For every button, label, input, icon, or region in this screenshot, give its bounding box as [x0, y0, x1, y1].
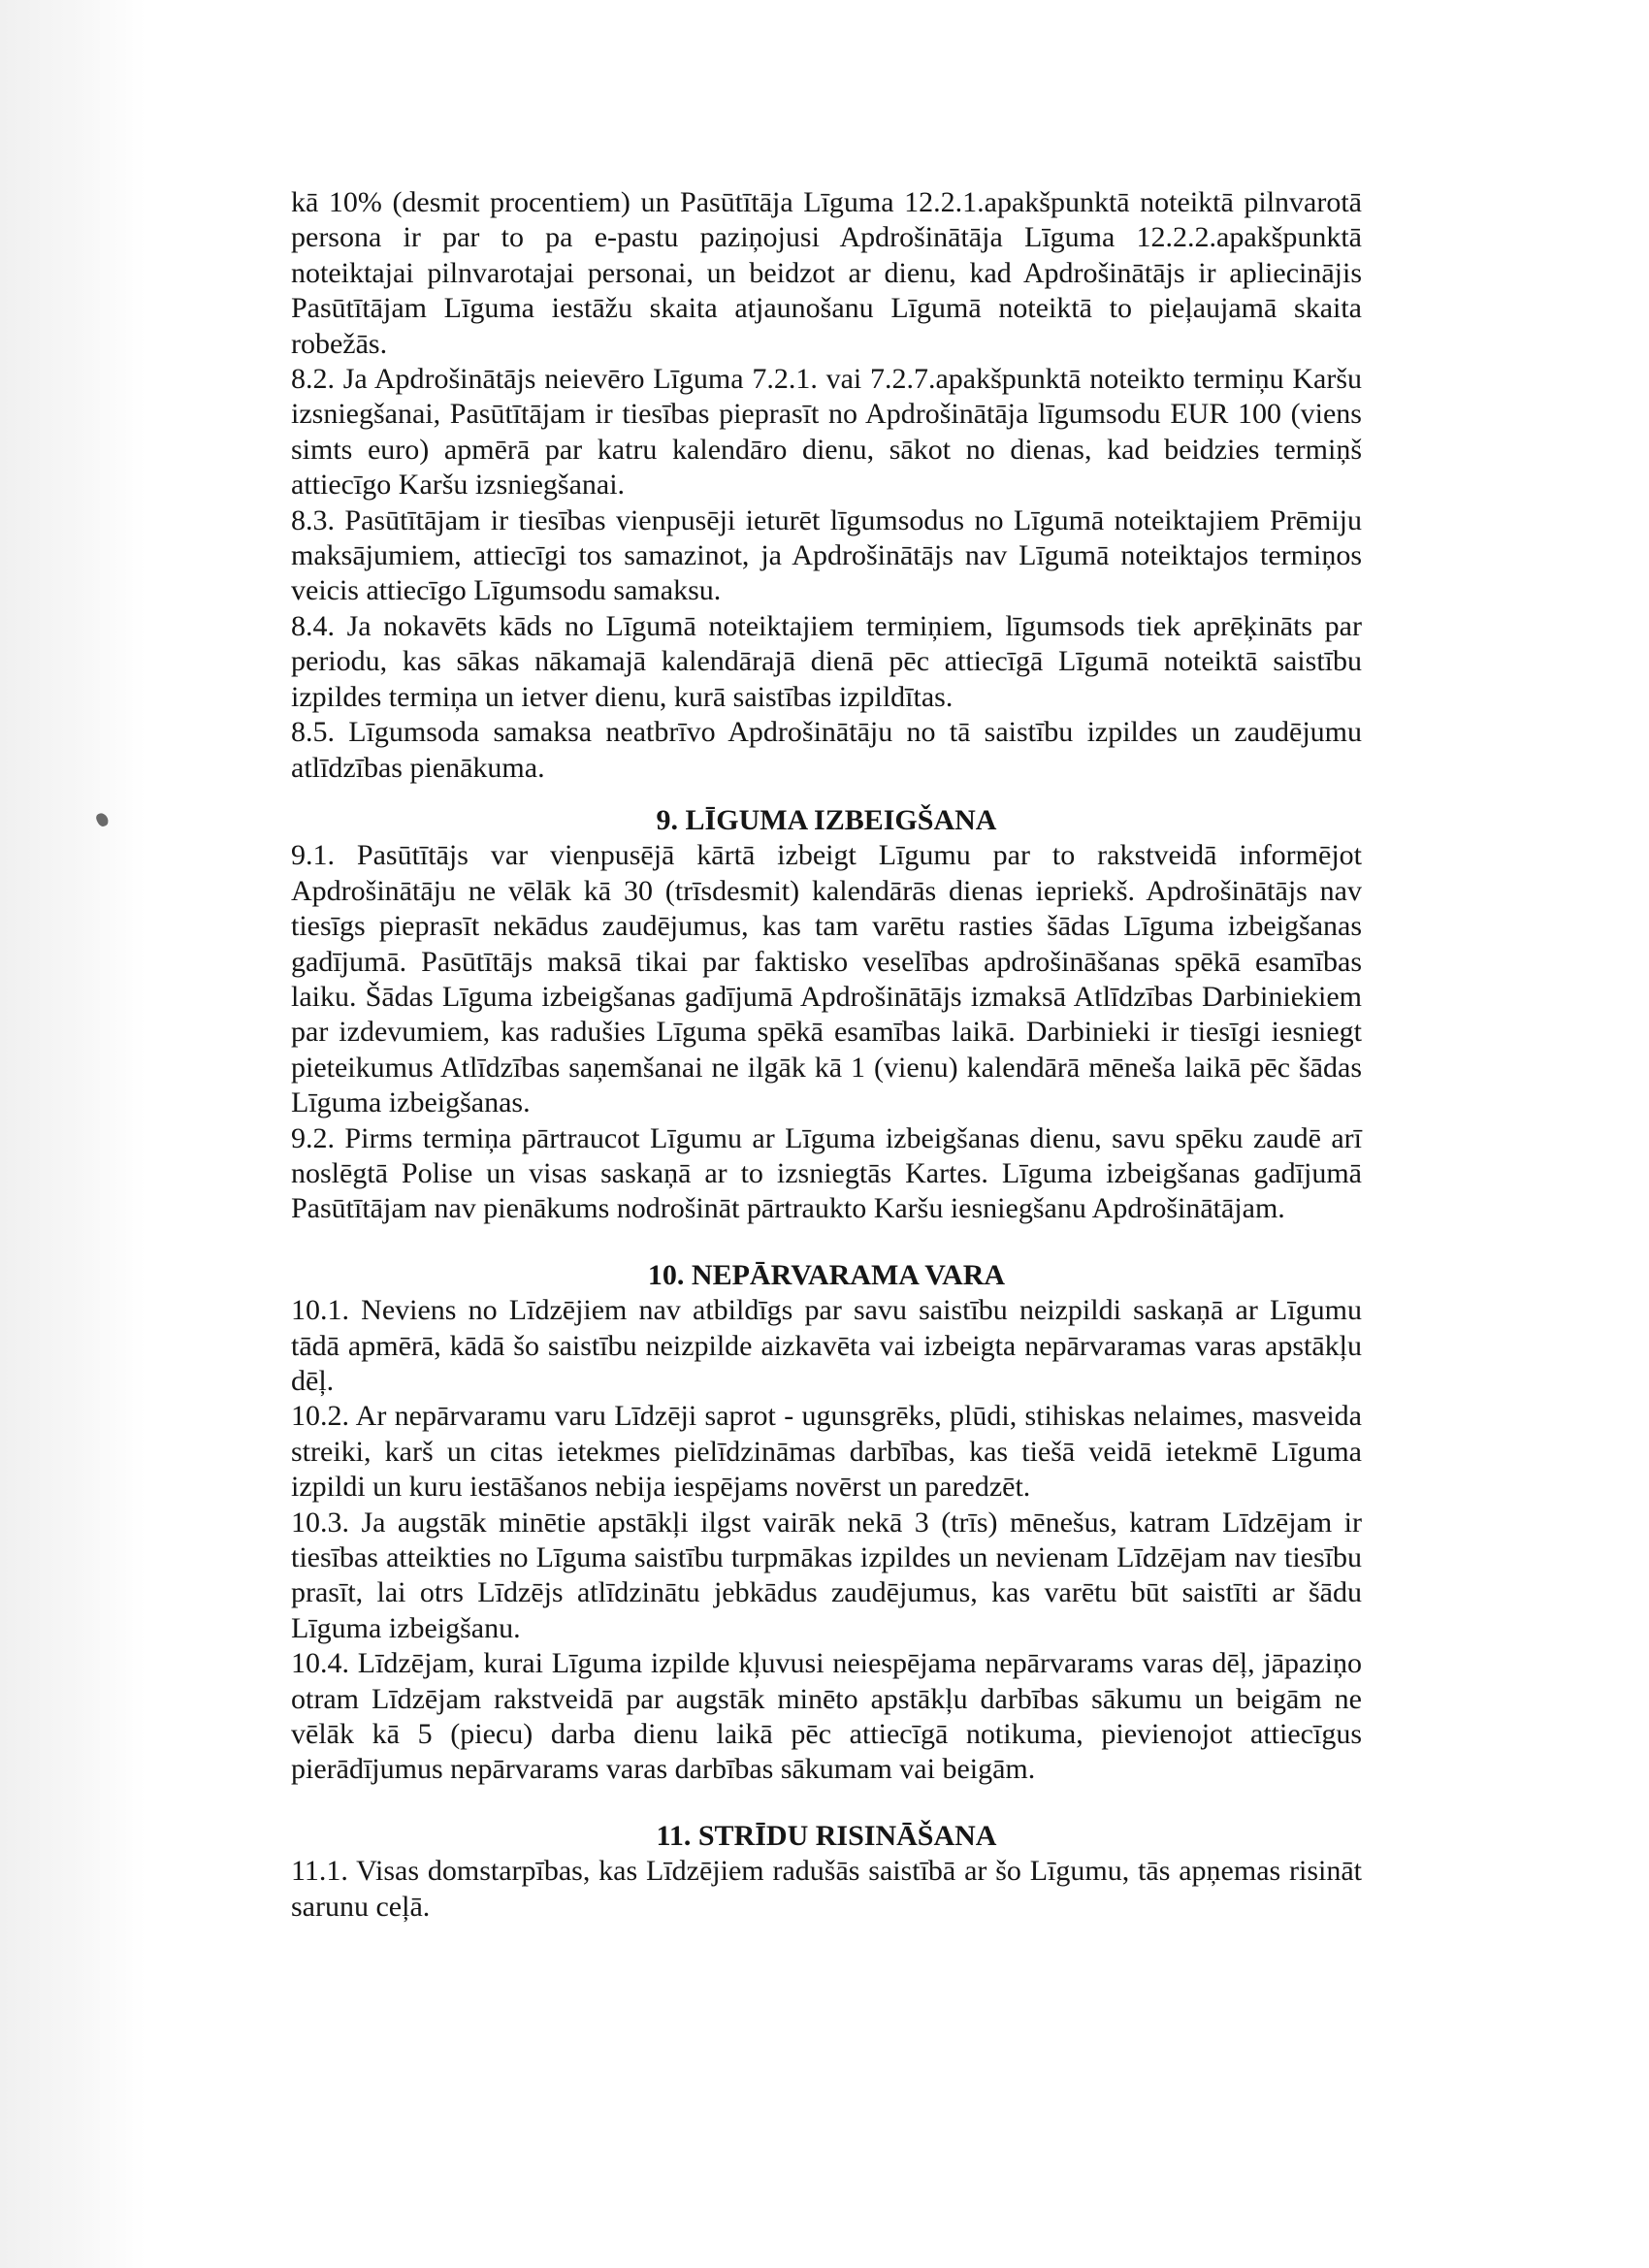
- section-heading-9: 9. LĪGUMA IZBEIGŠANA: [656, 803, 997, 836]
- scan-shadow: [0, 0, 146, 2268]
- paragraph-10-2: 10.2. Ar nepārvaramu varu Līdzēji saprot - ugunsgrēks, plūdi, stihiskas nelaimes, masveida streiki, karš un citas ietekmes pielīdzināmas darbības, kas tiešā veidā ietekmē Līguma izpildi un kuru iestāšanos nebija iespējams novērst un paredzēt.: [291, 1400, 1362, 1504]
- section-heading-11: 11. STRĪDU RISINĀŠANA: [656, 1819, 997, 1852]
- document-page: [291, 185, 1362, 1925]
- paragraph-10-4: 10.4. Līdzējam, kurai Līguma izpilde kļuvusi neiespējama nepārvarams varas dēļ, jāpaziņo otram Līdzējam rakstveidā par augstāk minēto apstākļu darbības sākumu un beigām ne vēlāk kā 5 (piecu) darba dienu laikā pēc attiecīgā notikuma, pievienojot attiecīgus pierādījumus nepārvarams varas darbības sākumam vai beigām.: [291, 1647, 1362, 1786]
- paragraph-9-2: 9.2. Pirms termiņa pārtraucot Līgumu ar Līguma izbeigšanas dienu, savu spēku zaudē arī noslēgtā Polise un visas saskaņā ar to izsniegtās Kartes. Līguma izbeigšanas gadījumā Pasūtītājam nav pienākums nodrošināt pārtraukto Karšu iesniegšanu Apdrošinātājam.: [291, 1121, 1362, 1225]
- paragraph-11-1: 11.1. Visas domstarpības, kas Līdzējiem radušās saistībā ar šo Līgumu, tās apņemas risināt sarunu ceļā.: [291, 1855, 1362, 1923]
- section-heading-10: 10. NEPĀRVARAMA VARA: [647, 1258, 1006, 1291]
- paragraph-8-4: 8.4. Ja nokavēts kāds no Līgumā noteiktajiem termiņiem, līgumsods tiek aprēķināts par periodu, kas sākas nākamajā kalendārajā dienā pēc attiecīgā Līgumā noteiktā saistību izpildes termiņa un ietver dienu, kurā saistības izpildītas.: [291, 609, 1362, 713]
- paragraph-10-3: 10.3. Ja augstāk minētie apstākļi ilgst vairāk nekā 3 (trīs) mēnešus, katram Līdzējam ir tiesības atteikties no Līguma saistību turpmākas izpildes un nevienam Līdzējam nav tiesību prasīt, lai otrs Līdzējs atlīdzinātu jebkādus zaudējumus, kas varētu būt saistīti ar šādu Līguma izbeigšanu.: [291, 1506, 1362, 1644]
- paragraph-8-1-continued: kā 10% (desmit procentiem) un Pasūtītāja Līguma 12.2.1.apakšpunktā noteiktā pilnvarotā persona ir par to pa e-pastu paziņojusi Apdrošinātāja Līguma 12.2.2.apakšpunktā noteiktajai pilnvarotajai personai, un beidzot ar dienu, kad Apdrošinātājs ir apliecinājis Pasūtītājam Līguma iestāžu skaita atjaunošanu Līgumā noteiktā to pieļaujamā skaita robežās.: [291, 186, 1362, 360]
- paragraph-10-1: 10.1. Neviens no Līdzējiem nav atbildīgs par savu saistību neizpildi saskaņā ar Līgumu tādā apmērā, kādā šo saistību neizpilde aizkavēta vai izbeigta nepārvaramas varas apstākļu dēļ.: [291, 1294, 1362, 1397]
- paragraph-8-2: 8.2. Ja Apdrošinātājs neievēro Līguma 7.2.1. vai 7.2.7.apakšpunktā noteikto termiņu Karšu izsniegšanai, Pasūtītājam ir tiesības pieprasīt no Apdrošinātāja līgumsodu EUR 100 (viens simts euro) apmērā par katru kalendāro dienu, sākot no dienas, kad beidzies termiņš attiecīgo Karšu izsniegšanai.: [291, 363, 1362, 502]
- paragraph-8-5: 8.5. Līgumsoda samaksa neatbrīvo Apdrošinātāju no tā saistību izpildes un zaudējumu atlīdzības pienākuma.: [291, 716, 1362, 784]
- paragraph-8-3: 8.3. Pasūtītājam ir tiesības vienpusēji ieturēt līgumsodus no Līgumā noteiktajiem Prēmiju maksājumiem, attiecīgi tos samazinot, ja Apdrošinātājs nav Līgumā noteiktajos termiņos veicis attiecīgo Līgumsodu samaksu.: [291, 503, 1362, 607]
- paragraph-9-1: 9.1. Pasūtītājs var vienpusējā kārtā izbeigt Līgumu par to rakstveidā informējot Apdrošinātāju ne vēlāk kā 30 (trīsdesmit) kalendārās dienas iepriekš. Apdrošinātājs nav tiesīgs pieprasīt nekādus zaudējumus, kas tam varētu rasties šādas Līguma izbeigšanas gadījumā. Pasūtītājs maksā tikai par faktisko veselības apdrošināšanas spēkā esamības laiku. Šādas Līguma izbeigšanas gadījumā Apdrošinātājs izmaksā Atlīdzības Darbiniekiem par izdevumiem, kas radušies Līguma spēkā esamības laikā. Darbinieki ir tiesīgi iesniegt pieteikumus Atlīdzības saņemšanai ne ilgāk kā 1 (vienu) kalendārā mēneša laikā pēc šādas Līguma izbeigšanas.: [291, 839, 1362, 1119]
